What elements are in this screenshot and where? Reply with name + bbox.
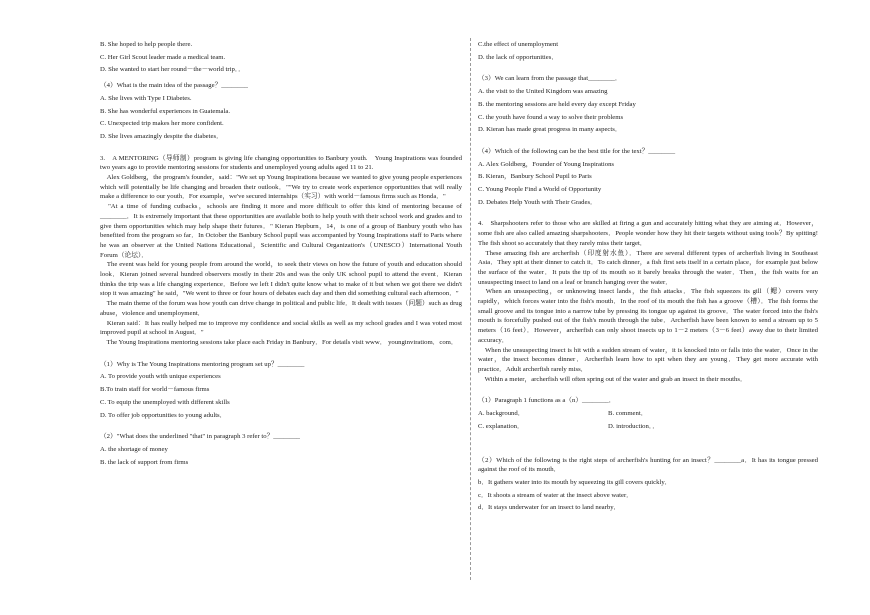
option-line: D. She wanted to start her round－the－world trip．． <box>100 66 245 74</box>
passage-paragraph: 3. A MENTORING（导师制）program is giving life changing opportunities to Banbury youth. Young Inspirations was founded two years ago to provide mentoring sessions for students and unemployed young adults aged 11 to 21. <box>100 154 462 172</box>
option-line: B. She hoped to help people there. <box>100 41 193 48</box>
right-column <box>478 40 818 513</box>
option-line: B. She has wonderful experiences in Guatemala. <box>100 107 230 115</box>
option-line: C. Unexpected trip makes her more confident. <box>100 120 224 128</box>
option-line: B. comment． <box>608 410 648 418</box>
option-line: D. introduction．． <box>608 422 659 430</box>
option-line: B. the mentoring sessions are held every day except Friday <box>478 100 636 108</box>
option-line: C. Young People Find a World of Opportunity <box>478 186 602 194</box>
passage-paragraph: Alex Goldberg，the program's founder，said："We set up Young Inspirations because we wanted to give young people experiences which will potentially be life changing and broaden their outlook．""We try to create work experience opportunities that will really make a difference to our youth．For example，we've secured internships（实习）with world－famous firms such as Honda．" <box>100 174 462 201</box>
option-line: B.To train staff for world－famous firms <box>100 386 210 394</box>
passage-paragraph: "At a time of funding cutbacks，schools are finding it more and more difficult to offer this kind of mentoring because of ________．It is extremely important that these opportunities are available both to help youth with their school work and grades and to give them opportunities which may help shape their futures．" Kieran Hepburn，14，is one of a group of Banbury youth who has benefited from the program so far．In October the Banbury School pupil was accompanied by Young Inspirations staff to Paris where he was an observer at the United Nations Educational，Scientific and Cultural Organization's（UNESCO）International Youth Forum（论坛）． <box>100 203 462 259</box>
question-stem: （4）What is the main idea of the passage？________ <box>100 82 249 90</box>
option-line: D. She lives amazingly despite the diabetes． <box>100 132 223 140</box>
left-column <box>100 40 462 467</box>
option-line: C. To equip the unemployed with different skills <box>100 398 230 406</box>
passage-paragraph: Within a meter，archerfish will often spring out of the water and grab an insect in their mouths． <box>478 375 747 383</box>
passage-paragraph: When an unsuspecting，or unknowing insect lands，the fish attacks．The fish squeezes its gill（鳃）covers very rapidly，which forces water into the fish's mouth．In the roof of its mouth the fish has a groove（槽）．The fish forms the small groove and its tongue into a narrow tube by pressing its tongue up against its groove．The water forced into the fish's mouth is forcefully pushed out of the fish's mouth through the tube．Archerfish have been known to send a stream up to 5 meters（16 feet）．However，archerfish can only shoot insects up to 1－2 meters（3－6 feet）away due to their limited accuracy． <box>478 288 818 344</box>
option-line: B. the lack of support from firms <box>100 458 189 466</box>
option-line: D. the lack of opportunities． <box>478 53 559 61</box>
passage-paragraph: Kieran said：It has really helped me to improve my confidence and social skills as well as my school grades and I was voted most improved pupil at school in August．" <box>100 319 462 337</box>
step-line: b．It gathers water into its mouth by squeezing its gill covers quickly． <box>478 478 672 486</box>
passage-paragraph: 4. Sharpshooters refer to those who are skilled at firing a gun and accurately hitting what they are aiming at．However，some fish are also called amazing sharpshooters．People wonder how they hit their targets without using tools？By spitting! The fish shoot so accurately that they rarely miss their target． <box>478 220 818 247</box>
option-line: A. the visit to the United Kingdom was amazing <box>478 88 608 96</box>
column-divider <box>470 38 471 580</box>
options-grid <box>478 409 818 419</box>
option-line: C.the effect of unemployment <box>478 41 559 48</box>
option-line: A. To provide youth with unique experiences <box>100 373 221 381</box>
step-line: d．It stays underwater for an insect to land nearby． <box>478 504 621 512</box>
option-line: C. the youth have found a way to solve their problems <box>478 113 624 121</box>
question-stem: （4）Which of the following can be the best title for the text？________ <box>478 147 676 155</box>
question-stem: （1）Why is The Young Inspirations mentoring program set up？________ <box>100 360 305 368</box>
passage-paragraph: When the unsuspecting insect is hit with a sudden stream of water，it is knocked into or falls into the water．Once in the water，the insect becomes dinner．Archerfish learn how to spit when they are young．They get more accurate with practice．Adult archerfish rarely miss． <box>478 346 818 373</box>
option-line: D. Kieran has made great progress in many aspects． <box>478 126 622 134</box>
passage-paragraph: These amazing fish are archerfish（印度射水鱼）．There are several different types of archerfish living in Southeast Asia．They spit at their dinner to catch it．To catch dinner，a fish first sets itself in a certain place，for example just below the surface of the water．It puts the tip of its mouth so it barely breaks through the water．Then，the fish waits for an unsuspecting insect to land on a leaf or branch hanging over the water． <box>478 249 818 286</box>
option-line: D. To offer job opportunities to young adults． <box>100 411 227 419</box>
question-stem: （3）We can learn from the passage that________． <box>478 75 622 83</box>
option-line: B. Kieran，Banbury School Pupil to Paris <box>478 173 592 181</box>
question-stem: （2）Which of the following is the right steps of archerfish's hunting for an insect？________a．It has its tongue pressed against the roof of its mouth． <box>478 456 818 474</box>
question-stem: （1）Paragraph 1 functions as a（n）________． <box>478 397 616 405</box>
step-line: c．It shoots a stream of water at the insect above water． <box>478 491 633 499</box>
option-line: C. Her Girl Scout leader made a medical team. <box>100 53 226 61</box>
option-line: C. explanation． <box>478 422 524 430</box>
option-line: A. Alex Goldberg，Founder of Young Inspirations <box>478 160 615 168</box>
option-line: A. the shortage of money <box>100 445 168 453</box>
option-line: A. background． <box>478 410 525 418</box>
passage-paragraph: The main theme of the forum was how youth can drive change in political and public life．It dealt with issues（问题）such as drug abuse，violence and unemployment． <box>100 300 462 317</box>
options-grid <box>478 422 818 432</box>
passage-paragraph: The event was held for young people from around the world，to seek their views on how the future of youth and education should look．Kieran joined several hundred observers mostly in their 20s and was the only UK school pupil to attend the event．Kieran thinks the trip was a life changing experience．Before we left I didn't quite know what to make of it but when we got there we didn't stop it was amazing" he said，"We went to three or four hours of debates each day and then did something cultural each afternoon．" <box>100 261 462 298</box>
option-line: D. Debates Help Youth with Their Grades． <box>478 198 597 206</box>
passage-paragraph: The Young Inspirations mentoring sessions take place each Friday in Banbury．For details visit www． younginviratiom．com． <box>100 338 458 346</box>
option-line: A. She lives with Type I Diabetes. <box>100 94 192 102</box>
question-stem: （2）"What does the underlined "that" in paragraph 3 refer to？________ <box>100 433 301 441</box>
